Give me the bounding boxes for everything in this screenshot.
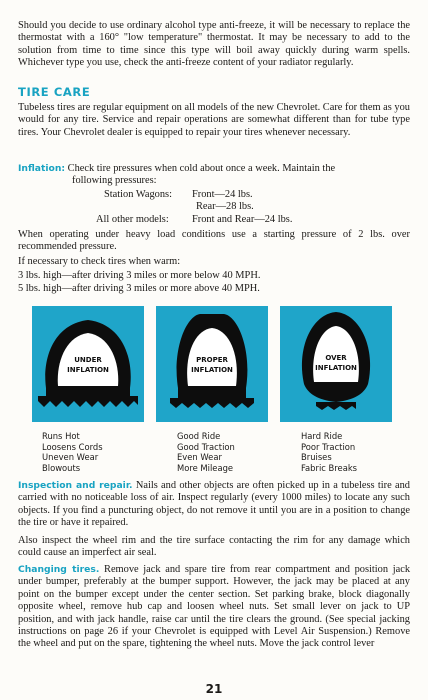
page-number: 21 [205, 682, 223, 696]
rim-section [18, 535, 410, 560]
over-inflation-label-2: INFLATION [315, 364, 357, 372]
under-inflation-label-2: INFLATION [67, 366, 109, 374]
station-wagons-rear: Rear—28 lbs. [196, 201, 254, 212]
warm-rule-2: 5 lbs. high—after driving 3 miles or more above 40 MPH. [18, 283, 260, 294]
effect-item: Good Traction [177, 441, 235, 452]
effect-item: Uneven Wear [42, 452, 99, 463]
effect-item: Loosens Cords [42, 441, 103, 452]
over-inflation-panel [280, 306, 392, 422]
tire-inflation-diagram [32, 306, 392, 422]
tire-care-paragraph: Tubeless tires are regular equipment on all models of the new Chevrolet. Care for them as you would for any tire. Service and repair operations are somewhat different than for tube type tires. Your Chevrolet dealer is equipped to repair your tires whenever necessary. [18, 102, 410, 138]
warm-intro: If necessary to check tires when warm: [18, 256, 181, 267]
antifreeze-section [18, 20, 410, 70]
changing-tires-text: Remove jack and spare tire from rear compartment and position jack under bumper, preferably at the bumper support. However, the jack may be placed at any point on the bumper except under the center section. Set parking brake, block diagonally opposite wheel, remove hub cap and loosen wheel nuts. Set small lever on jack to UP position, and with jack handle, raise car until the tire clears the ground. (See special jacking instructions on page 26 if your Chevrolet is equipped with Level Air Suspension.) Remove the wheel and put on the spare, tightening the wheel nuts. Move the jack control lever [18, 564, 411, 650]
effect-item: Fabric Breaks [301, 462, 358, 473]
changing-tires-section [18, 564, 410, 651]
tire-care-heading: TIRE CARE [18, 85, 91, 99]
station-wagons-front: Front—24 lbs. [192, 189, 253, 200]
other-models-value: Front and Rear—24 lbs. [192, 214, 293, 225]
inspection-label: Inspection and repair. [18, 480, 133, 491]
changing-tires-paragraph [18, 564, 410, 651]
proper-inflation-label-2: INFLATION [191, 366, 233, 374]
effect-item: Good Ride [177, 431, 221, 441]
effect-item: Hard Ride [301, 431, 343, 441]
rim-paragraph: Also inspect the wheel rim and the tire surface contacting the rim for any damage which could cause an imperfect air seal. [18, 535, 410, 559]
effect-item: Runs Hot [42, 431, 80, 441]
tire-care-heading-block [18, 85, 410, 99]
under-inflation-label-1: UNDER [74, 356, 102, 364]
under-inflation-panel [32, 306, 144, 422]
effect-item: Even Wear [177, 452, 222, 463]
inspection-paragraph [18, 480, 410, 530]
under-inflation-effects [42, 431, 103, 473]
tire-care-section [18, 102, 410, 139]
heavy-load-block [18, 229, 410, 254]
changing-tires-label: Changing tires. [18, 564, 100, 575]
over-inflation-effects [301, 431, 357, 473]
heavy-load-paragraph: When operating under heavy load conditions use a starting pressure of 2 lbs. over recommended pressure. [18, 229, 410, 253]
effect-item: Blowouts [42, 462, 81, 473]
over-inflation-label-1: OVER [325, 354, 347, 362]
inflation-text-1: Check tire pressures when cold about once a week. Maintain the [67, 163, 336, 174]
inflation-text-2: following pressures: [72, 175, 157, 186]
station-wagons-label: Station Wagons: [104, 189, 172, 200]
inspection-text: Nails and other objects are often picked up in a tubeless tire and carried with no noticeable loss of air. Inspect regularly (every 1000 miles) to locate any such objects. If you find a puncturing object, do not remove it until you are in a position to change the tire or have it repaired. [18, 480, 411, 529]
proper-inflation-label-1: PROPER [196, 356, 228, 364]
proper-inflation-effects [177, 431, 235, 473]
antifreeze-paragraph: Should you decide to use ordinary alcohol type anti-freeze, it will be necessary to replace the thermostat with a 160° "low temperature" thermostat. It may be necessary to add to the solution from time to time since this type will boil away quickly during warm spells. Whichever type you use, check the anti-freeze content of your radiator regularly. [18, 20, 410, 69]
effect-item: More Mileage [177, 462, 234, 473]
proper-inflation-panel [156, 306, 268, 422]
inflation-label: Inflation: [18, 163, 66, 174]
other-models-label: All other models: [96, 214, 169, 225]
inflation-line-1 [18, 163, 335, 175]
effect-item: Poor Traction [301, 441, 356, 452]
inspection-section [18, 480, 410, 530]
effect-item: Bruises [301, 452, 332, 463]
warm-rule-1: 3 lbs. high—after driving 3 miles or more below 40 MPH. [18, 270, 261, 281]
